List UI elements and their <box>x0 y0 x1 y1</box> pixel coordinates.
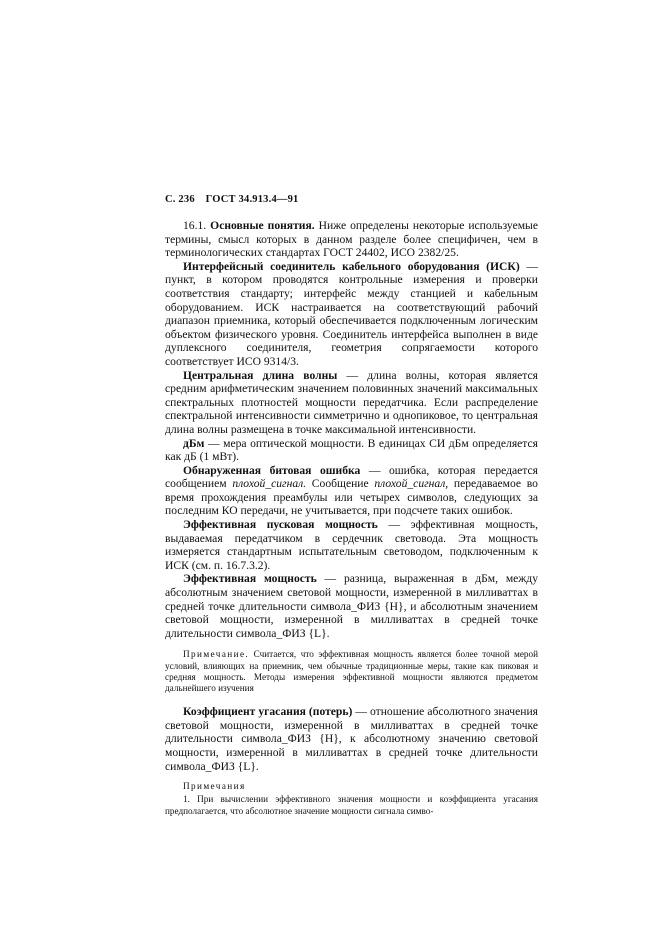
definition-text: — эффективная мощность, выдаваемая передатчиком в сердечник световода. Эта мощность измеряется стандартным испытательным световодом, подключенным к ИСК (см. п. 16.7.3.2). <box>165 518 538 572</box>
definition-text: — пункт, в котором проводятся контрольные измерения и проверки соответствия стандарту; интерфейс между станцией и кабельным оборудованием. ИСК настраивается на соответствующий рабочий диапазон приемника, который обеспечивается подключенным логическим объектом физического уровня. Соединитель интерфейса выполнен в виде дуплексного соединителя, геометрия сопрягаемости которого соответствует ИСО 9314/3. <box>165 259 538 368</box>
text-column <box>165 194 538 817</box>
note-label: Примечание. <box>183 649 250 660</box>
definition-text: Сообщение <box>306 477 375 491</box>
definition-text: передаваемое во время прохождения преамбулы или четырех символов, следующих за последним КО передачи, не учитывается, при подсчете таких ошибок. <box>165 477 538 518</box>
paragraph-extinction-ratio <box>165 705 538 773</box>
definition-text: — отношение абсолютного значения световой мощности, измеренной в милливаттах в средней точке длительности символа_ФИЗ {H}, к абсолютному значению световой мощности, измеренной в милливаттах в средней точке длительности символа_ФИЗ {L}. <box>165 705 538 773</box>
definition-text: Ниже определены некоторые используемые термины, смысл которых в данном разделе более специфичен, чем в терминологических стандартах ГОСТ 24402, ИСО 2382/25. <box>165 219 538 260</box>
term-isk: Интерфейсный соединитель кабельного оборудования (ИСК) <box>183 259 520 273</box>
note-effective-power <box>165 649 538 694</box>
definition-text: — ошибка, которая передается сообщением <box>165 463 538 491</box>
term-dbm: дБм <box>183 436 205 450</box>
term-effective-launch-power: Эффективная пусковая мощность <box>183 518 378 532</box>
note-item-1: 1. При вычислении эффективного значения мощности и коэффициента угасания предполагается, что абсолютное значение мощности сигнала симво- <box>165 794 538 816</box>
definition-text: — разница, выраженная в дБм, между абсолютным значением световой мощности, измеренной в милливаттах в средней точке длительности символа_ФИЗ {H}, и абсолютным значением световой мощности, измеренной в милливаттах в средней точке длительности символа_ФИЗ {L}. <box>165 572 539 640</box>
term-detected-bit-error: Обнаруженная битовая ошибка <box>183 463 361 477</box>
definition-text: — мера оптической мощности. В единицах СИ дБм определяется как дБ (1 мВт). <box>165 436 538 464</box>
paragraph-isk <box>165 260 538 369</box>
term-central-wavelength: Центральная длина волны <box>183 368 338 382</box>
page-header <box>165 194 538 205</box>
definition-text: — длина волны, которая является средним арифметическим значением половинных значений максимальных спектральных плотностей мощности передатчика. Если распределение спектральной интенсивности симметрично и однопиковое, то центральная длина волны размещена в точке максимальной интенсивности. <box>165 368 538 436</box>
page-number: С. 236 <box>165 194 195 205</box>
paragraph-effective-power <box>165 572 538 640</box>
term-effective-power: Эффективная мощность <box>183 572 317 586</box>
standard-code: ГОСТ 34.913.4—91 <box>205 194 299 205</box>
note-text: Считается, что эффективная мощность является более точной мерой условий, влияющих на приемник, чем обычные традиционные меры, такие как пиковая и средняя мощность. Методы измерения эффективной мощности являются предметом дальнейшего изучения <box>165 649 538 694</box>
term-basic-concepts: Основные понятия. <box>210 219 315 232</box>
paragraph-central-wavelength <box>165 369 538 437</box>
term-extinction-ratio: Коэффициент угасания (потерь) <box>183 705 353 719</box>
notes-heading: Примечания <box>183 781 246 792</box>
paragraph-effective-launch-power <box>165 518 538 572</box>
paragraph-basic-concepts <box>165 219 538 260</box>
italic-signal-name: плохой_сигнал. <box>232 477 307 491</box>
paragraph-detected-bit-error <box>165 464 538 518</box>
section-number: 16.1. <box>183 219 207 232</box>
paragraph-dbm <box>165 437 538 464</box>
italic-signal-name: плохой_сигнал, <box>374 477 449 491</box>
